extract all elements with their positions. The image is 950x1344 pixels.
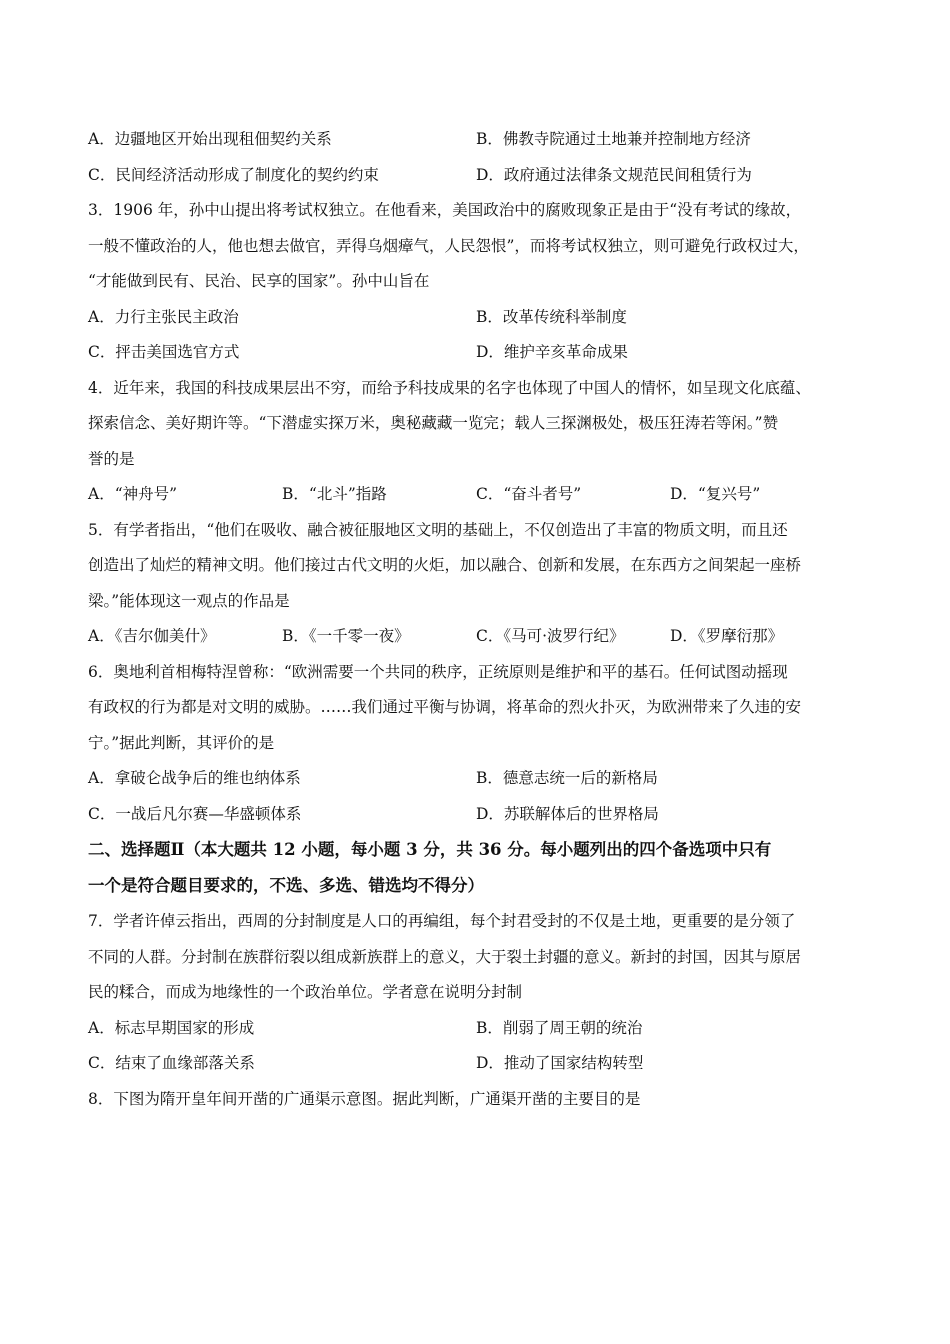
q8-stem-line-1: 8．下图为隋开皇年间开凿的广通渠示意图。据此判断，广通渠开凿的主要目的是 [88,1089,641,1108]
q4-options-row [88,477,878,513]
q4-stem-line-1: 4．近年来，我国的科技成果层出不穷，而给予科技成果的名字也体现了中国人的情怀，如呈现文化底蕴、 [88,378,811,397]
q4-option-a[interactable]: A．“神舟号” [88,485,178,503]
q3-stem-line-1: 3．1906 年，孙中山提出将考试权独立。在他看来，美国政治中的腐败现象正是由于“没有考试的缘故， [88,201,802,219]
q3-options-row-2 [88,335,878,371]
q4-option-c[interactable]: C．“奋斗者号” [476,485,582,503]
q5-option-c[interactable]: C．《马可·波罗行纪》 [476,627,625,645]
q5-options-row [88,619,878,655]
q7-stem-line-1: 7．学者许倬云指出，西周的分封制度是人口的再编组，每个封君受封的不仅是土地，更重要的是分领了 [88,912,796,930]
q6-option-d[interactable]: D．苏联解体后的世界格局 [476,804,659,823]
q5-option-d[interactable]: D．《罗摩衍那》 [670,627,784,645]
q6-stem-line-1: 6．奥地利首相梅特涅曾称：“欧洲需要一个共同的秩序，正统原则是维护和平的基石。任何试图动摇现 [88,662,788,681]
q3-option-a[interactable]: A．力行主张民主政治 [88,307,239,326]
q3-option-d[interactable]: D．维护辛亥革命成果 [476,343,628,361]
section-2-heading-line-2: 一个是符合题目要求的，不选、多选、错选均不得分） [88,876,484,895]
q3-options-row-1 [88,300,878,336]
q4-stem-line-3: 誉的是 [88,449,135,468]
q3-stem-line-2: 一般不懂政治的人，他也想去做官，弄得乌烟瘴气，人民怨恨”，而将考试权独立，则可避免行政权过大， [88,236,809,255]
q2-options-row-2 [88,158,878,194]
q3-option-c[interactable]: C．抨击美国选官方式 [88,343,240,361]
q6-option-c[interactable]: C．一战后凡尔赛—华盛顿体系 [88,804,302,823]
q6-options-row-2 [88,797,878,833]
exam-page [88,122,878,1117]
q7-option-a[interactable]: A．标志早期国家的形成 [88,1018,255,1037]
q3-stem-line-3: “才能做到民有、民治、民享的国家”。孙中山旨在 [88,272,430,290]
q6-option-b[interactable]: B．德意志统一后的新格局 [476,769,658,787]
section-2-heading-line-1: 二、选择题Ⅱ（本大题共 12 小题，每小题 3 分，共 36 分。每小题列出的四个备选项中只有 [88,840,772,859]
q5-option-b[interactable]: B．《一千零一夜》 [282,627,410,645]
q3-option-b[interactable]: B．改革传统科举制度 [476,307,627,326]
q6-options-row-1 [88,761,878,797]
q2-option-d[interactable]: D．政府通过法律条文规范民间租赁行为 [476,165,752,184]
q7-options-row-1 [88,1011,878,1047]
q7-option-c[interactable]: C．结束了血缘部落关系 [88,1054,255,1072]
q2-option-c[interactable]: C．民间经济活动形成了制度化的契约约束 [88,165,379,184]
q5-option-a[interactable]: A．《吉尔伽美什》 [88,627,216,645]
q2-options-row-1 [88,122,878,158]
q5-stem-line-2: 创造出了灿烂的精神文明。他们接过古代文明的火炬，加以融合、创新和发展，在东西方之间架起一座桥 [88,556,802,574]
q7-option-b[interactable]: B．削弱了周王朝的统治 [476,1018,643,1037]
q4-stem-line-2: 探索信念、美好期许等。“下潜虚实探万米，奥秘藏藏一览完；载人三探渊极处，极压狂涛若等闲。”赞 [88,414,779,432]
q6-stem-line-2: 有政权的行为都是对文明的威胁。……我们通过平衡与协调，将革命的烈火扑灭，为欧洲带来了久违的安 [88,698,802,716]
q6-option-a[interactable]: A．拿破仑战争后的维也纳体系 [88,769,301,787]
q7-option-d[interactable]: D．推动了国家结构转型 [476,1054,644,1072]
q2-option-b[interactable]: B．佛教寺院通过土地兼并控制地方经济 [476,130,751,148]
q5-stem-line-1: 5．有学者指出，“他们在吸收、融合被征服地区文明的基础上，不仅创造出了丰富的物质文明，而且还 [88,520,788,539]
q7-stem-line-2: 不同的人群。分封制在族群衍裂以组成新族群上的意义，大于裂土封疆的意义。新封的封国，因其与原居 [88,947,802,966]
q4-option-d[interactable]: D．“复兴号” [670,485,761,503]
q5-stem-line-3: 梁。”能体现这一观点的作品是 [88,591,290,610]
q7-options-row-2 [88,1046,878,1082]
q6-stem-line-3: 宁。”据此判断，其评价的是 [88,733,275,752]
q4-option-b[interactable]: B．“北斗”指路 [282,485,387,503]
q7-stem-line-3: 民的糅合，而成为地缘性的一个政治单位。学者意在说明分封制 [88,983,523,1001]
q2-option-a[interactable]: A．边疆地区开始出现租佃契约关系 [88,130,332,148]
